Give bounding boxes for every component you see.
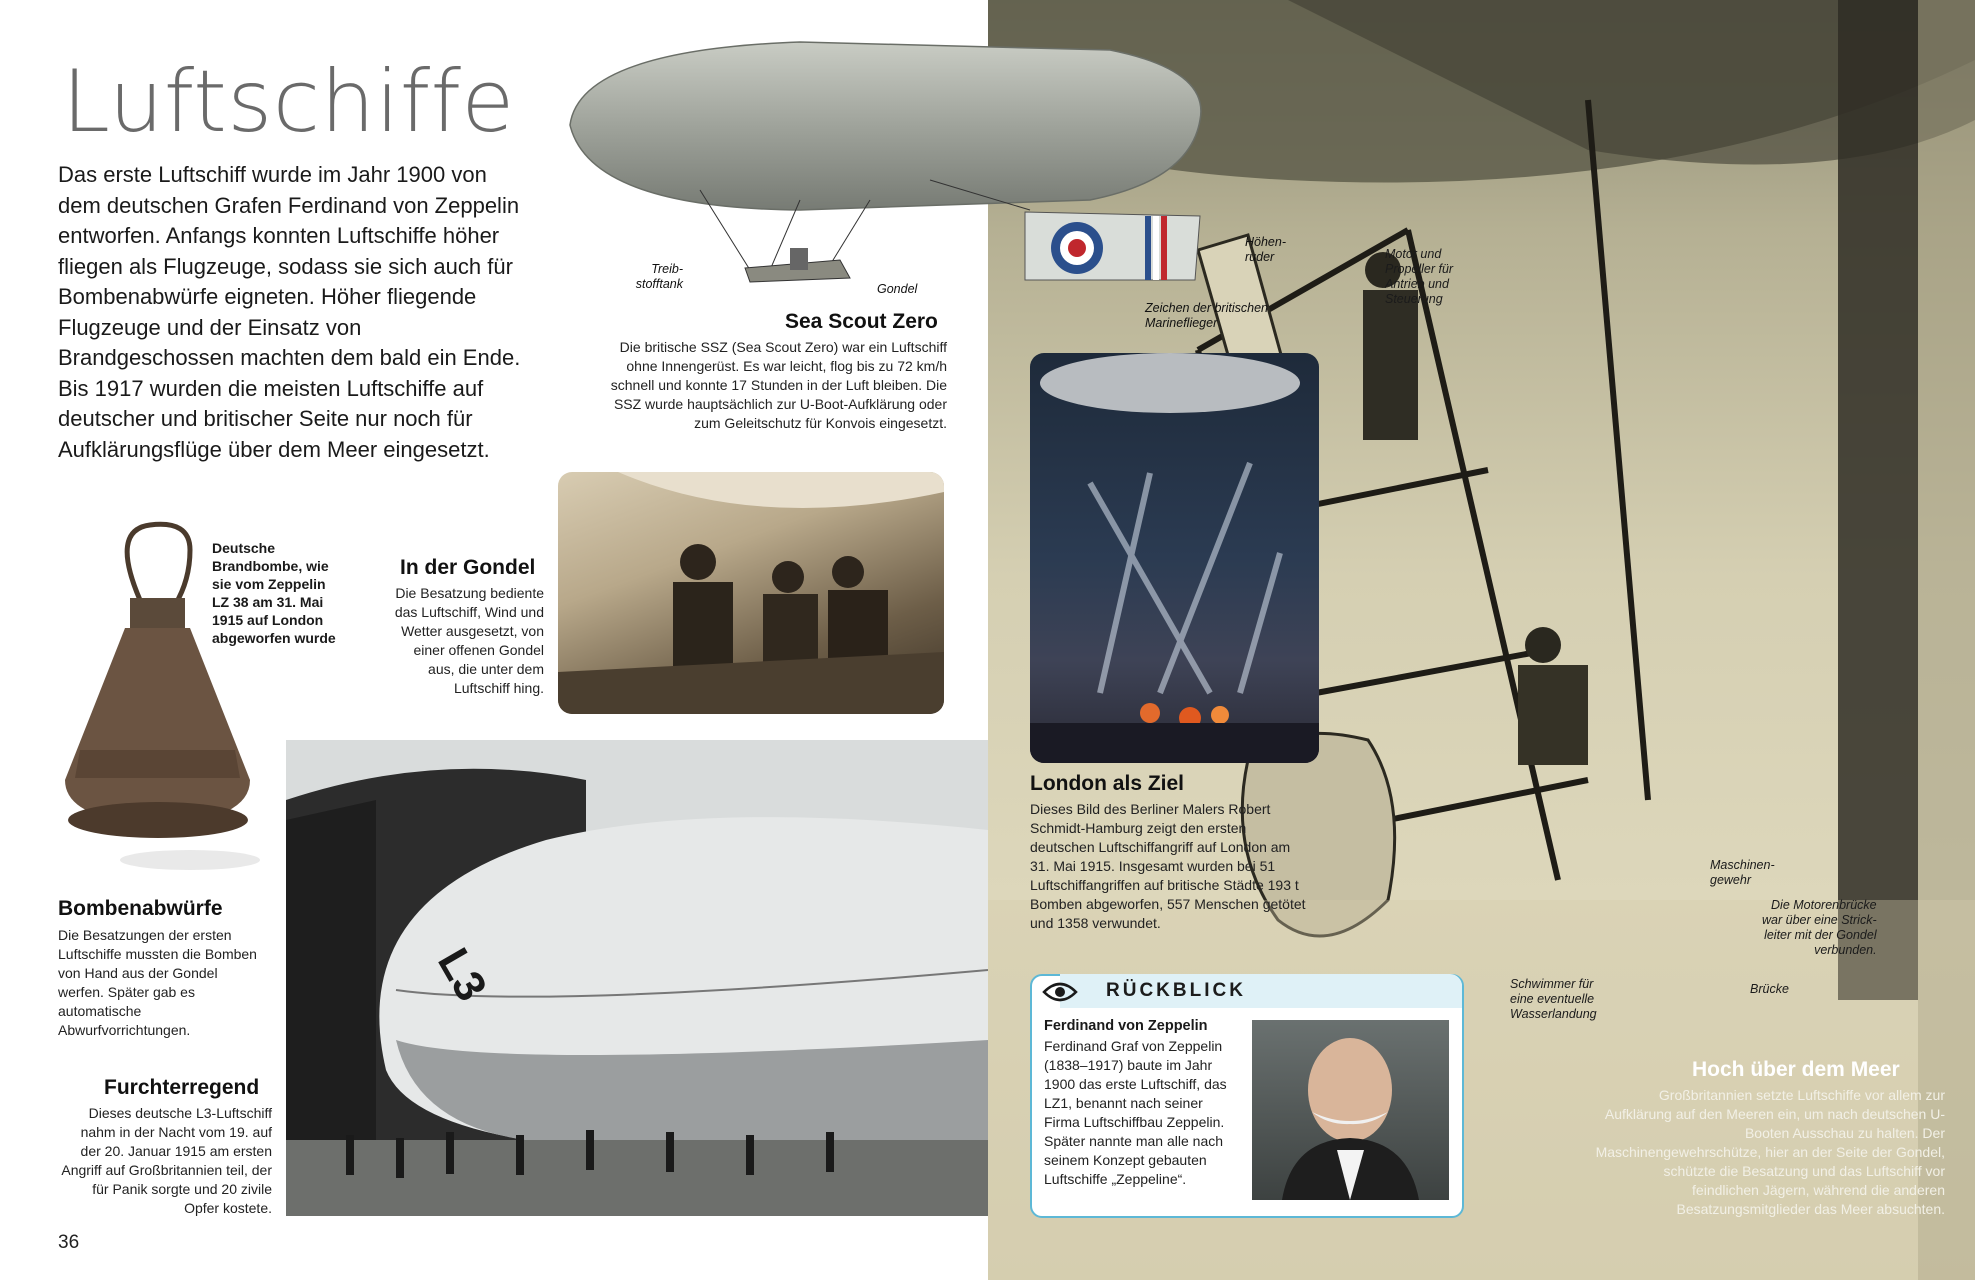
label-rudder: Höhen- ruder [1245, 235, 1286, 264]
sea-scout-zero-illustration [550, 30, 1210, 300]
bomb-heading: Bombenabwürfe [58, 897, 223, 920]
label-motor: Motor und Propeller für Antrieb und Steuerung [1385, 247, 1454, 306]
label-mg: Maschinen- gewehr [1710, 858, 1775, 887]
gondel-caption: Die Besatzung bediente das Luftschiff, Wind und Wetter ausgesetzt, von einer offenen Gondel aus, die unter dem Luftschiff hing. [394, 585, 544, 696]
intro-paragraph: Das erste Luftschiff wurde im Jahr 1900 von dem deutschen Grafen Ferdinand von Zeppelin entworfen. Anfangs konnten Luftschiffe höher fliegen als Flugzeuge, sodass sie sich auch für Bombenabwürfe eigneten. Höher fliegende Flugzeuge und der Einsatz von Brandgeschossen machten dem bald ein Ende. Bis 1917 wurden die meisten Luftschiffe auf deutscher und britischer Seite nur noch für Aufklärungsflüge über dem Meer eingesetzt. [58, 162, 521, 462]
london-raid-painting [1030, 353, 1319, 763]
page-title: Luftschiffe [62, 52, 515, 152]
rueckblick-text: Ferdinand Graf von Zeppelin (1838–1917) baute im Jahr 1900 das erste Luftschiff, das LZ1, benannt nach seiner Firma Luftschiffbau Zeppelin. Später nannte man alle nach seinem Konzept gebauten Luftschiffe „Zeppeline“. [1044, 1038, 1227, 1187]
l3-caption: Dieses deutsche L3-Luftschiff nahm in der Nacht vom 19. auf der 20. Januar 1915 am ersten Angriff auf Großbritannien teil, der für Panik sorgte und 20 zivile Opfer kostete. [61, 1105, 272, 1216]
sea-scout-caption: Die britische SSZ (Sea Scout Zero) war ein Luftschiff ohne Innengerüst. Es war leicht, flog bis zu 72 km/h schnell und konnte 17 Stunden in der Luft bleiben. Die SSZ wurde hauptsächlich zur U-Boot-Aufklärung oder zum Geleitschutz für Konvois eingesetzt. [610, 339, 947, 431]
sea-scout-heading: Sea Scout Zero [785, 310, 938, 333]
gondel-heading: In der Gondel [400, 556, 536, 579]
label-float: Schwimmer für eine eventuelle Wasserlandung [1510, 977, 1597, 1021]
bomb-label: Deutsche Brandbombe, wie sie vom Zeppelin LZ 38 am 31. Mai 1915 auf London abgeworfen wurde [212, 540, 336, 646]
london-heading: London als Ziel [1030, 772, 1185, 795]
l3-heading: Furchterregend [104, 1076, 260, 1099]
label-bruecke: Brücke [1750, 982, 1789, 996]
zeppelin-portrait [1252, 1020, 1449, 1200]
l3-airship-photo [286, 740, 988, 1216]
label-insignia: Zeichen der britischen Marineflieger [1145, 301, 1268, 330]
label-motorbridge: Die Motorenbrücke war über eine Strick- leiter mit der Gondel verbunden. [1762, 898, 1877, 957]
label-fuel-tank: Treib- stofftank [635, 262, 683, 291]
rueckblick-label: RÜCKBLICK [1106, 980, 1246, 1001]
meer-heading: Hoch über dem Meer [1692, 1058, 1900, 1081]
l3-hull-marking: L3 [428, 940, 497, 1010]
bomb-caption: Die Besatzungen der ersten Luftschiffe mussten die Bomben von Hand aus der Gondel werfen. Später gab es automatische Abwurfvorrichtungen. [58, 927, 257, 1038]
label-gondel: Gondel [877, 282, 918, 296]
london-caption: Dieses Bild des Berliner Malers Robert Schmidt-Hamburg zeigt den ersten deutschen Luftschiffangriff auf London am 31. Mai 1915. Insgesamt wurden bei 51 Luftschiffangriffen auf britische Städte 193 t Bomben abgeworfen, 557 Menschen getötet und 1358 verwundet. [1030, 801, 1306, 931]
rueckblick-heading: Ferdinand von Zeppelin [1044, 1018, 1208, 1034]
eye-icon [1042, 980, 1078, 1004]
page-number: 36 [58, 1232, 80, 1253]
meer-caption: Großbritannien setzte Luftschiffe vor allem zur Aufklärung auf den Meeren ein, um nach deutschen U-Booten Ausschau zu halten. Der Maschinengewehrschütze, hier an der Seite der Gondel, schützte die Besatzung und das Luftschiff vor feindlichen Jägern, während die anderen Besatzungsmitglieder das Meer absuchten. [1595, 1087, 1945, 1217]
gondel-photo [558, 472, 944, 714]
